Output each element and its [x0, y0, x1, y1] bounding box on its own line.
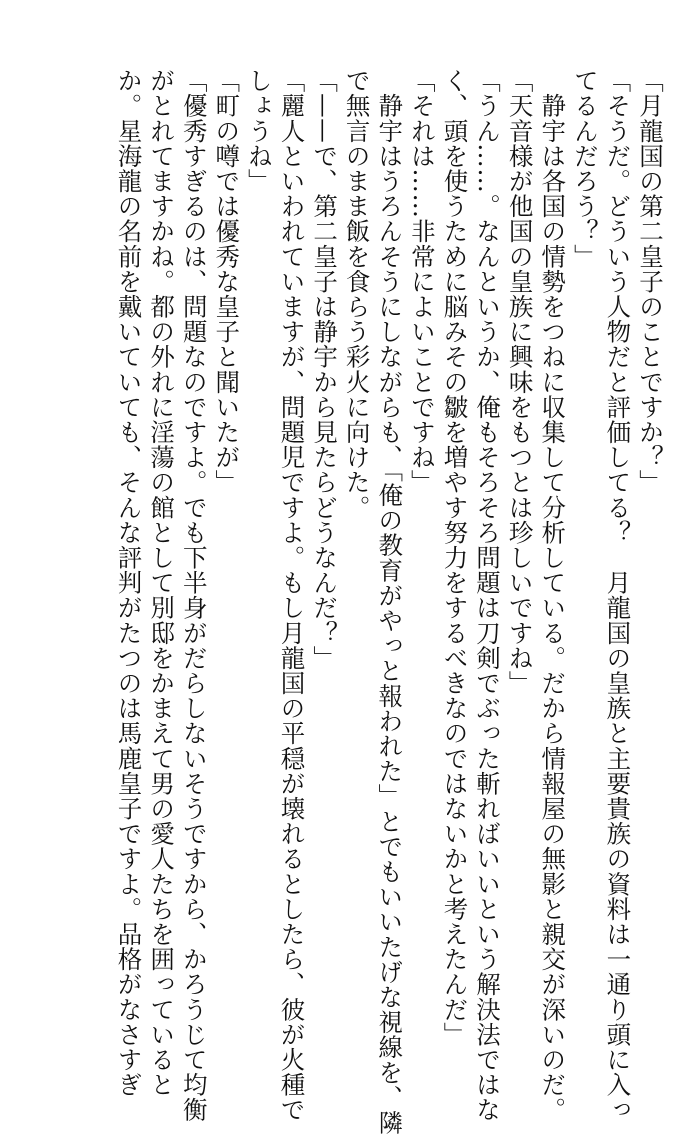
text-line: 「月龍国の第二皇子のことですか？」: [636, 68, 665, 495]
text-line: 「天音様が他国の皇族に興味をもつとは珍しいですね」: [505, 68, 535, 696]
text-line: か。星海龍の名前を戴いていても、そんな評判がたつのは馬鹿皇子ですよ。品格がなさすぎ: [114, 68, 144, 1098]
text-line: 静宇はうろんそうにしながらも、「俺の教育がやっと報われた」とでもいいたげな視線を、隣: [375, 68, 405, 1135]
text-line: 「——で、第二皇子は静宇から見たらどうなんだ？」: [310, 68, 340, 671]
text-line: 「そうだ。どういう人物だと評価してる？ 月龍国の皇族と主要貴族の資料は一通り頭に入っ: [603, 68, 633, 1123]
vertical-text-body: [26, 68, 666, 1135]
text-line: く、頭を使うために脳みその皺を増やす努力をするべきなのではないかと考えたんだ」: [440, 68, 470, 1047]
text-line: で無言のまま飯を食らう彩火に向けた。: [342, 68, 372, 520]
text-line: がとれてますかね。都の外れに淫蕩の館として別邸をかまえて男の愛人たちを囲っていると: [147, 68, 177, 1098]
text-line: 「優秀すぎるのは、問題なのですよ。でも下半身がだらしないそうですから、かろうじて均衡: [179, 68, 209, 1123]
text-line: 「それは……非常によいことですね」: [407, 68, 437, 495]
text-line: 「うん……。なんというか、俺もそろそろ問題は刀剣でぶった斬ればいいという解決法ではな: [473, 68, 503, 1123]
text-line: 「麗人といわれていますが、問題児ですよ。もし月龍国の平穏が壊れるとしたら、彼が火種で: [277, 68, 307, 1123]
text-line: 静宇は各国の情勢をつねに収集して分析している。だから情報屋の無影と親交が深いのだ。: [538, 68, 568, 1123]
text-line: 「町の噂では優秀な皇子と聞いたが」: [212, 68, 242, 495]
text-line: しょうね」: [244, 68, 274, 194]
text-line: てるんだろう？」: [570, 68, 600, 269]
